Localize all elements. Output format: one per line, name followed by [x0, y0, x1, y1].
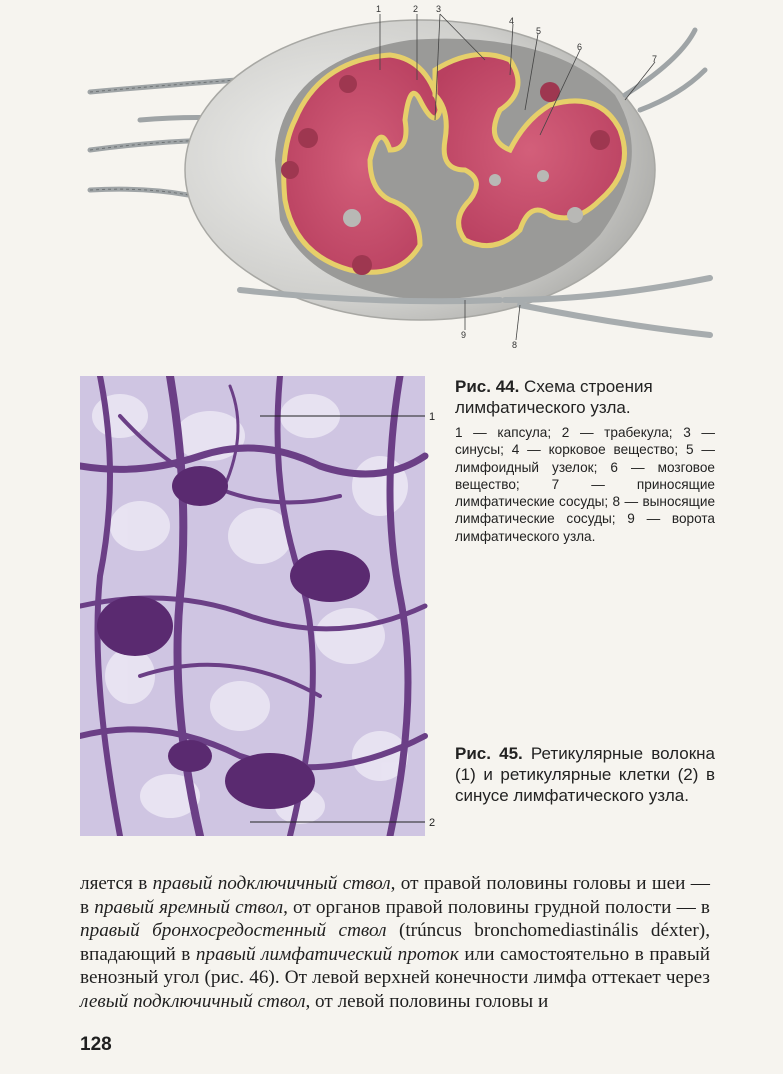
text-run: , от органов правой половины грудной полости — в: [283, 896, 710, 918]
italic-term: правый яремный ствол: [94, 896, 284, 918]
fig45-label: 1: [429, 411, 436, 423]
figure-45-reticular-tissue: [80, 376, 440, 836]
figure-44-caption: [455, 376, 715, 545]
figure-45-title: Рис. 45. Ретикулярные волокна (1) и ретикулярные клетки (2) в синусе лимфатического узла.: [455, 744, 716, 805]
figure-44-legend: 1 — капсула; 2 — трабекула; 3 — синусы; 4 — корковое вещество; 5 — лимфоидный узелок; 6 — мозговое вещество; 7 — приносящие лимфатические сосуды; 8 — выносящие лимфатические сосуды; 9 — ворота лимфатического узла.: [455, 425, 715, 544]
afferent-vessels-right: [625, 30, 705, 110]
italic-term: правый бронхосредостенный ствол: [80, 920, 387, 942]
fig44-label: 5: [536, 26, 542, 36]
figure-44-lymph-node-diagram: [80, 0, 720, 370]
fig44-label: 9: [461, 330, 467, 340]
text-run: , от левой половины головы и: [305, 990, 549, 1012]
fig44-label: 7: [652, 54, 658, 64]
figure-45-caption: [455, 743, 715, 806]
fig45-label: 2: [429, 817, 436, 829]
fig44-label: 6: [577, 42, 583, 52]
italic-term: правый подключичный ствол: [152, 873, 391, 894]
figure-44-title: Рис. 44. Схема строения лимфатического узла.: [455, 377, 653, 417]
fig44-label: 1: [376, 4, 382, 14]
fig44-label: 3: [436, 4, 442, 14]
text-run: (trúncus bronchomediastinális déxter), впадающий в: [80, 920, 710, 965]
body-paragraph: [80, 872, 710, 1014]
body-text-content: [80, 872, 710, 1014]
text-run: или самостоятельно в правый венозный угол (рис. 46). От левой верхней конечности лимфа оттекает через: [80, 943, 710, 989]
italic-term: левый подключичный ствол: [80, 990, 306, 1012]
text-run: ляется в: [80, 873, 153, 894]
page-number: 128: [80, 1034, 112, 1055]
fig44-label: 8: [512, 340, 518, 350]
fig44-label: 4: [509, 16, 515, 26]
text-run: , от правой половины головы и шеи — в: [80, 873, 710, 918]
fig44-label: 2: [413, 4, 419, 14]
italic-term: правый лимфатический проток: [195, 943, 459, 965]
